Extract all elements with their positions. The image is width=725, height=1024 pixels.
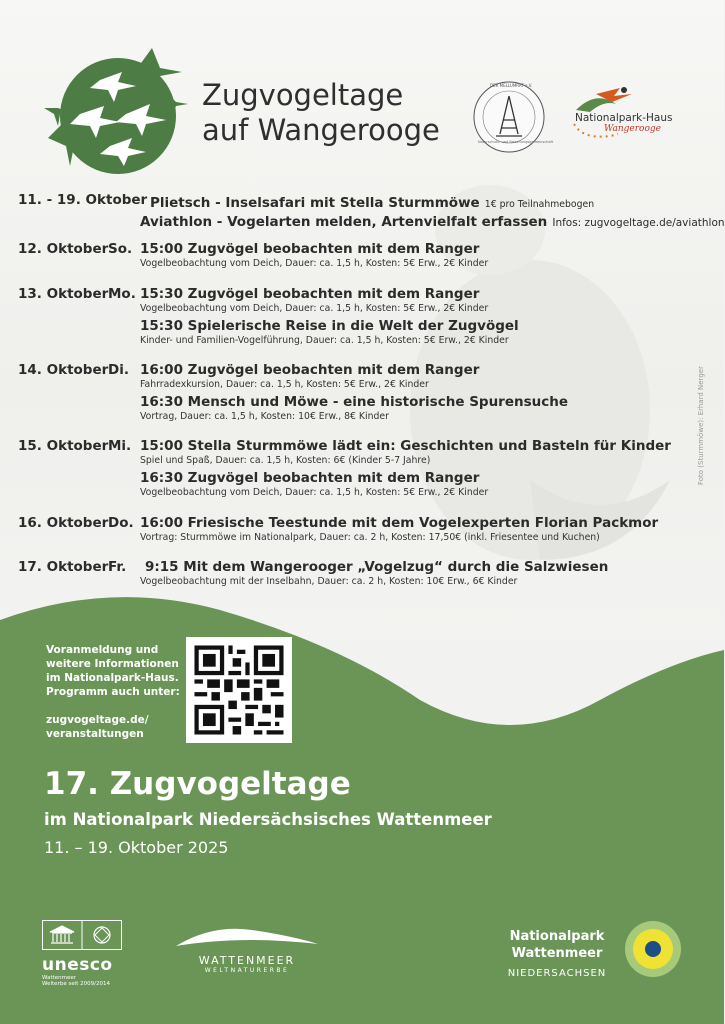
poster-title <box>202 78 440 148</box>
seal-text: DER MELLUMRAT e.V. <box>490 83 533 88</box>
schedule-date-6 <box>18 559 127 575</box>
seal-subtext: Naturschutz- und Forschungsgemeinschaft <box>478 140 554 144</box>
day-text: Fr. <box>108 559 127 575</box>
event-title: 16:30 Mensch und Möwe - eine historische Spurensuche <box>140 394 569 410</box>
date-text: 13. Oktober <box>18 286 109 302</box>
photo-credit: Foto (Sturmmöwe): Erhard Nerger <box>697 366 705 485</box>
date-text: 16. Oktober <box>18 515 109 531</box>
schedule-date-4 <box>18 438 132 454</box>
qr-code-icon <box>186 637 292 743</box>
event-title: Plietsch - Inselsafari mit Stella Sturmmöwe <box>150 195 480 211</box>
nationalpark-logo <box>502 928 612 979</box>
date-text: 15. Oktober <box>18 438 109 454</box>
schedule-date-5 <box>18 515 134 531</box>
event-title: 15:00 Zugvögel beobachten mit dem Ranger <box>140 241 480 257</box>
nationalpark-circle-icon <box>624 920 682 978</box>
event-note: 1€ pro Teilnahmebogen <box>484 199 595 210</box>
schedule-event-0-1 <box>140 211 725 230</box>
title-line-1: Zugvogeltage <box>202 78 404 112</box>
bird-logo-icon <box>40 42 190 182</box>
event-title: 16:00 Friesische Teestunde mit dem Vogelexperten Florian Packmor <box>140 515 659 531</box>
schedule-event-1-0 <box>140 241 488 269</box>
event-title: 15:30 Spielerische Reise in die Welt der Zugvögel <box>140 318 519 334</box>
qr-code[interactable] <box>186 637 292 743</box>
event-title: 9:15 Mit dem Wangerooger „Vogelzug“ durch die Salzwiesen <box>145 559 609 575</box>
event-details: Vogelbeobachtung mit der Inselbahn, Dauer: ca. 2 h, Kosten: 10€ Erw., 6€ Kinder <box>140 576 518 587</box>
unesco-text: unesco <box>42 955 113 975</box>
day-text: So. <box>108 241 133 257</box>
schedule-event-6-0 <box>140 559 609 587</box>
schedule-event-4-0 <box>140 438 671 466</box>
schedule-event-3-0 <box>140 362 479 390</box>
date-text: 14. Oktober <box>18 362 109 378</box>
registration-line: Voranmeldung und <box>46 644 159 656</box>
day-text: Do. <box>108 515 134 531</box>
unesco-logo <box>42 920 124 987</box>
registration-url-line[interactable]: zugvogeltage.de/ <box>46 714 149 726</box>
np-line-1: Nationalpark <box>509 929 605 944</box>
footer-subtitle: im Nationalpark Niedersächsisches Wattenmeer <box>44 810 492 829</box>
event-title: 16:00 Zugvögel beobachten mit dem Ranger <box>140 362 480 378</box>
registration-info <box>46 643 180 741</box>
weltnaturerbe-text: WELTNATURERBE <box>204 967 290 974</box>
schedule-event-2-0 <box>140 286 488 314</box>
event-title: 15:00 Stella Sturmmöwe lädt ein: Geschichten und Basteln für Kinder <box>140 438 671 454</box>
event-details: Kinder- und Familien-Vogelführung, Dauer: ca. 1,5 h, Kosten: 5€ Erw., 2€ Kinder <box>140 335 509 346</box>
date-text: 12. Oktober <box>18 241 109 257</box>
registration-url-line[interactable]: veranstaltungen <box>46 728 144 740</box>
schedule-event-2-1 <box>140 318 519 346</box>
schedule-event-5-0 <box>140 515 658 543</box>
event-details: Spiel und Spaß, Dauer: ca. 1,5 h, Kosten: 6€ (Kinder 5-7 Jahre) <box>140 455 431 466</box>
day-text: Mo. <box>108 286 136 302</box>
schedule-date-2 <box>18 286 136 302</box>
partner-name: Nationalpark-Haus <box>575 112 673 124</box>
event-details: Vogelbeobachtung vom Deich, Dauer: ca. 1,5 h, Kosten: 5€ Erw., 2€ Kinder <box>140 303 489 314</box>
event-details: Fahrradexkursion, Dauer: ca. 1,5 h, Kosten: 5€ Erw., 2€ Kinder <box>140 379 429 390</box>
wattenmeer-text: WATTENMEER <box>198 954 296 967</box>
event-details: Vogelbeobachtung vom Deich, Dauer: ca. 1,5 h, Kosten: 5€ Erw., 2€ Kinder <box>140 258 489 269</box>
event-note: Infos: zugvogeltage.de/aviathlon <box>552 217 725 229</box>
schedule-date-0 <box>18 192 147 208</box>
event-details: Vortrag, Dauer: ca. 1,5 h, Kosten: 10€ Erw., 8€ Kinder <box>140 411 389 422</box>
title-line-2: auf Wangerooge <box>202 113 440 147</box>
event-title: 16:30 Zugvögel beobachten mit dem Ranger <box>140 470 480 486</box>
day-text: Mi. <box>108 438 132 454</box>
schedule-event-3-1 <box>140 394 568 422</box>
wattenmeer-wave-icon <box>172 920 322 950</box>
registration-line: im Nationalpark-Haus. <box>46 672 179 684</box>
schedule-event-0-0 <box>150 192 594 211</box>
event-details: Vogelbeobachtung vom Deich, Dauer: ca. 1,5 h, Kosten: 5€ Erw., 2€ Kinder <box>140 487 489 498</box>
np-line-3: NIEDERSACHSEN <box>507 968 607 979</box>
np-line-2: Wattenmeer <box>511 946 603 961</box>
schedule-event-4-1 <box>140 470 488 498</box>
unesco-subtext-1: Wattenmeer <box>42 975 77 981</box>
footer-dates: 11. – 19. Oktober 2025 <box>44 838 229 857</box>
unesco-subtext-2: Welterbe seit 2009/2014 <box>42 981 110 987</box>
date-text: 11. - 19. Oktober <box>18 192 148 208</box>
partner-subname: Wangerooge <box>604 124 661 134</box>
unesco-temple-icon <box>42 920 122 950</box>
wattenmeer-logo <box>172 920 322 974</box>
footer-big-title: 17. Zugvogeltage <box>44 766 351 802</box>
schedule-date-3 <box>18 362 129 378</box>
day-text: Di. <box>108 362 129 378</box>
registration-line: weitere Informationen <box>46 658 179 670</box>
event-title: Aviathlon - Vogelarten melden, Artenvielfalt erfassen <box>140 214 548 230</box>
event-title: 15:30 Zugvögel beobachten mit dem Ranger <box>140 286 480 302</box>
event-details: Vortrag: Sturmmöwe im Nationalpark, Dauer: ca. 2 h, Kosten: 17,50€ (inkl. Friesentee und Kuchen) <box>140 532 600 543</box>
registration-line: Programm auch unter: <box>46 686 180 698</box>
date-text: 17. Oktober <box>18 559 109 575</box>
schedule-date-1 <box>18 241 133 257</box>
